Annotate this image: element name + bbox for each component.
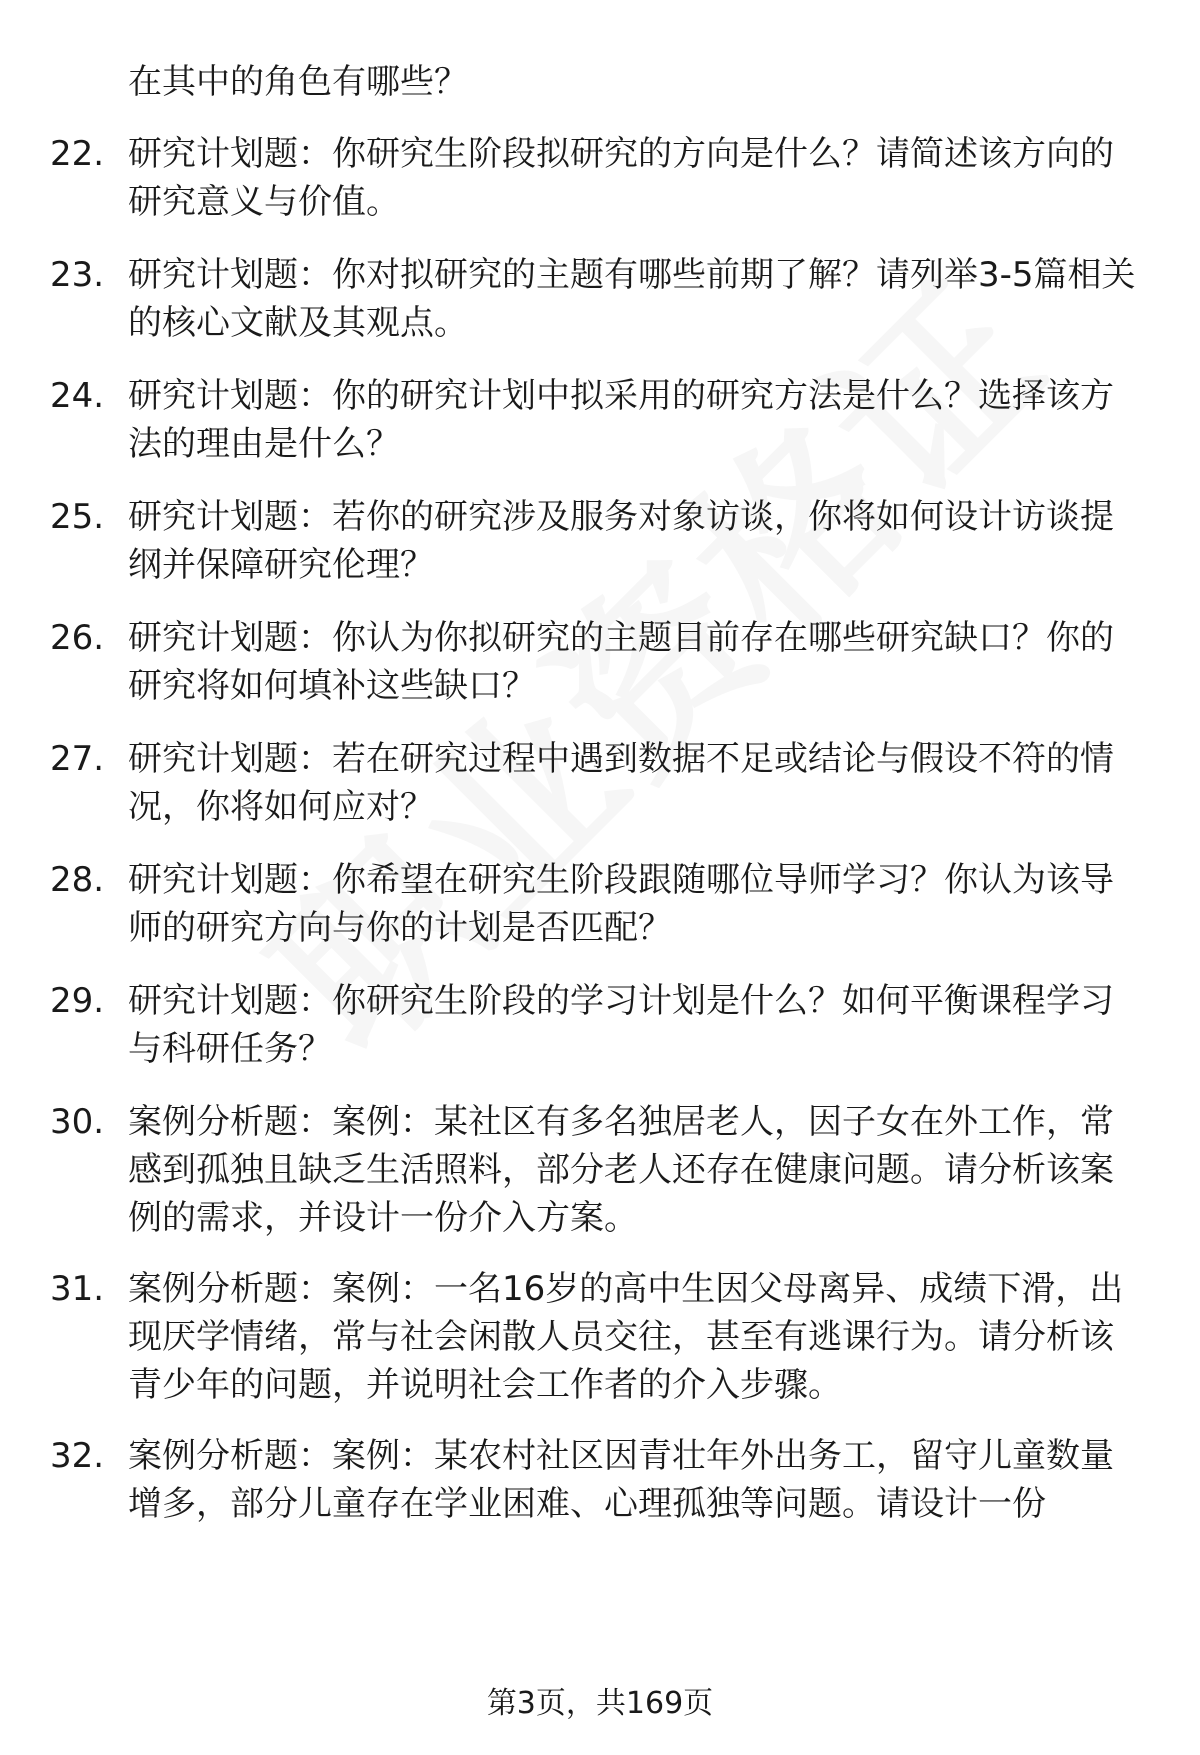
question-item [50, 130, 1140, 226]
question-item [50, 1098, 1140, 1242]
question-item [50, 1265, 1140, 1409]
question-item [50, 977, 1140, 1073]
question-text: 研究计划题：你研究生阶段的学习计划是什么？如何平衡课程学习与科研任务？ [128, 981, 1114, 1069]
question-number: 32. [50, 1436, 105, 1476]
question-item [50, 493, 1140, 589]
question-text: 研究计划题：你认为你拟研究的主题目前存在哪些研究缺口？你的研究将如何填补这些缺口？ [128, 618, 1114, 706]
question-number: 22. [50, 134, 105, 174]
question-item [50, 856, 1140, 952]
question-text: 研究计划题：你对拟研究的主题有哪些前期了解？请列举3-5篇相关的核心文献及其观点。 [128, 255, 1136, 343]
question-item [50, 372, 1140, 468]
question-text: 案例分析题：案例：某农村社区因青壮年外出务工，留守儿童数量增多，部分儿童存在学业困难、心理孤独等问题。请设计一份 [128, 1436, 1114, 1524]
question-item [50, 614, 1140, 710]
question-number: 25. [50, 497, 105, 537]
continued-text: 在其中的角色有哪些？ [128, 62, 468, 102]
page-footer: 第3页，共169页 [486, 1686, 714, 1721]
question-text: 研究计划题：若你的研究涉及服务对象访谈，你将如何设计访谈提纲并保障研究伦理？ [128, 497, 1114, 585]
question-item [50, 735, 1140, 831]
question-number: 31. [50, 1269, 105, 1309]
question-number: 26. [50, 618, 105, 658]
question-item [50, 1432, 1140, 1528]
question-number: 29. [50, 981, 105, 1021]
question-text: 研究计划题：你希望在研究生阶段跟随哪位导师学习？你认为该导师的研究方向与你的计划是否匹配？ [128, 860, 1114, 948]
question-number: 24. [50, 376, 105, 416]
question-text: 研究计划题：你研究生阶段拟研究的方向是什么？请简述该方向的研究意义与价值。 [128, 134, 1114, 222]
question-number: 28. [50, 860, 105, 900]
question-number: 27. [50, 739, 105, 779]
question-text: 案例分析题：案例：一名16岁的高中生因父母离异、成绩下滑，出现厌学情绪，常与社会闲散人员交往，甚至有逃课行为。请分析该青少年的问题，并说明社会工作者的介入步骤。 [128, 1269, 1124, 1405]
question-text: 研究计划题：若在研究过程中遇到数据不足或结论与假设不符的情况，你将如何应对？ [128, 739, 1114, 827]
question-text: 案例分析题：案例：某社区有多名独居老人，因子女在外工作，常感到孤独且缺乏生活照料，部分老人还存在健康问题。请分析该案例的需求，并设计一份介入方案。 [128, 1102, 1114, 1238]
question-number: 30. [50, 1102, 105, 1142]
question-text: 研究计划题：你的研究计划中拟采用的研究方法是什么？选择该方法的理由是什么？ [128, 376, 1114, 464]
question-number: 23. [50, 255, 105, 295]
question-item [50, 251, 1140, 347]
